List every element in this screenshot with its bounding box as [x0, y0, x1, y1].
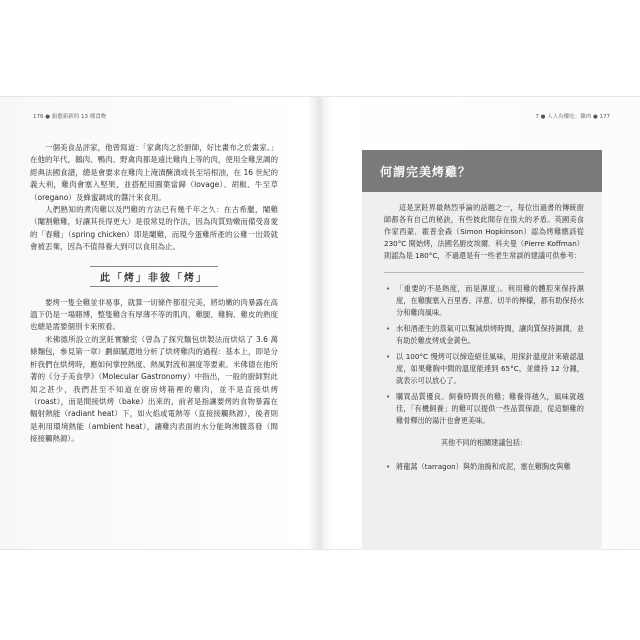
tip-item: • 以 100°C 慢烤可以締造絕佳風味，用探針溫度計來確認溫度，如果雞胸中間的溫度能達到 65°C，並維持 12 分鐘，就表示可以放心了。 — [384, 351, 584, 387]
sidebar-box-title: 何謂完美烤雞？ — [380, 165, 472, 179]
page-top-edge — [0, 96, 640, 97]
section-heading — [30, 266, 278, 287]
sidebar-subheading: 其他不同的相關建議包括： — [440, 438, 528, 447]
sidebar-box-content — [384, 202, 584, 477]
paragraph: 一個美食品評家，他曾寫道：「家禽肉之於廚師，好比畫布之於畫家。」在他的年代，鵝肉、鴨肉、野禽肉都是遠比雞肉上等的肉，使用全雞烹調的經典法國食譜，總是會要求在雞肉上淹漬醃漬或長至培根油，在 16 世紀的義大利，雞肉會塞入堅果，並搭配用圓葉當歸（lovage）、胡椒、牛至草（oregano）及蜂蜜調成的醬汁來食用。 — [30, 143, 278, 202]
tip-item: • 「重要的不是熱度，而是濕度」。利用雞的體腔來保持濕度，在雞腹塞入百里香、洋蔥、切半的檸檬，都有助保持水分和雞肉風味。 — [384, 283, 584, 319]
running-header-right: 7 ● 人人有權吃：雞肉 ● 177 — [535, 114, 610, 120]
tip-item: • 水和酒產生的蒸氣可以幫減烘烤時間，讓肉質保持濕潤，並有助於雞皮烤成金黃色。 — [384, 323, 584, 347]
sidebar-box-title-bar — [362, 150, 602, 192]
running-header-left: 176 ● 廚藝新新的 13 種食物 — [33, 114, 107, 120]
tip-item: • 購買品質優良、飼養時間長的雞；雞養得越久，風味就越佳，「有機飼養」的雞可以提供一些品質保證，從這類雞的雞骨釋出的湯汁也會更美味。 — [384, 391, 584, 427]
paragraph: 人們熟知的煮肉雞以及門雞的方法已有幾千年之久：在古希臘，閹雞（閹割雞雞，好讓其長得更大）是很常見的作法，因為肉質勁嫩而備受喜愛的「春雞」（spring chicken）即是閹雞，而現今蛋雞所產的公雞一出殼就會被丟棄，因為不值得養大到可以食用為止。 — [30, 205, 278, 252]
sidebar-intro: 這是烹飪界最熱烈爭論的話題之一，每位出過書的傳統廚師都各有自己的秘訣，有些彼此間存在很大的矛盾。英國美食作家西蒙．霍普金森（Simon Hopkinson）認為烤雞應該從 230°C 開始烤，法國名廚皮埃爾．科夫曼（Pierre Koffman）則認為是 180°C，不過還是有一些老生常談的建議可供參考： — [384, 203, 584, 260]
paragraph: 米佛德所設立的烹飪實驗室（曾為了探究麵包烘製法而烘焙了 3.6 萬條麵包，參見第一章）劃細膩還地分析了烘烤雞肉的過程：基本上，即是分析我們在烘烤時，應如何掌控熱度、熱風對流和濕度等要素。米佛德在他所著的《分子美食學》（Molecular Gastronomy）中指出，一般的廚師對此知之甚少，我們甚至不知道在廚房烤箱裡的雞肉，並不是直接烘烤（roast），而是間接烘烤（bake）出來的，前者是指讓要烤的食物暴露在輻射熱能（radiant heat）下，如火焰或電熱等（直接接觸熱源），後者則是利用環境熱能（ambient heat），讓雞肉表面的水分能夠沸騰蒸發（間接接觸熱源）。 — [30, 334, 278, 444]
tips-list — [384, 283, 584, 427]
sidebar-box — [362, 150, 602, 550]
tip-item: • 將龍蒿（tarragon）與奶油搗和成泥，塞在雞胸皮與雞 — [384, 461, 584, 473]
paragraph: 要烤一隻全雞並非易事，就算一切條件都很完美，將幼嫩的肉暴露在高溫下仍是一場賭博，整隻雞含有厚薄不等的肌肉，雞腿、雞胸、雞皮的熟度也總是需要個別卡來照看。 — [30, 297, 278, 332]
section-heading-text: 此「烤」非彼「烤」 — [90, 266, 218, 287]
tips-list-2 — [384, 461, 584, 473]
left-page-text — [30, 142, 278, 446]
divider — [384, 272, 584, 273]
